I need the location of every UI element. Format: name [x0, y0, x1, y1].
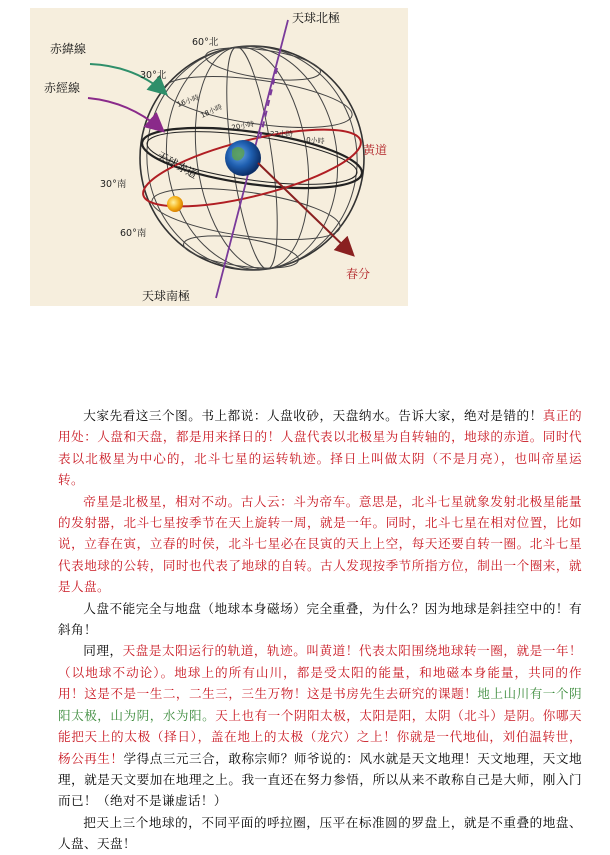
- p5-seg-0: 把天上三个地球的，不同平面的呼拉圈，压平在标准圆的罗盘上，就是不重叠的地盘、人盘、天盘！: [58, 814, 582, 852]
- lat30n-label: 30°北: [140, 70, 167, 81]
- right-ascension-label: 赤經線: [44, 81, 81, 95]
- hour0-label: 0小時: [305, 136, 325, 146]
- hour20-label: 20小時: [230, 120, 255, 132]
- paragraph-5: [58, 812, 582, 855]
- ecliptic-label: 黃道: [363, 143, 388, 157]
- p3-seg-0: 人盘不能完全与地盘（地球本身磁场）完全重叠，为什么？因为地球是斜挂空中的！有斜角！: [58, 600, 582, 638]
- hour22-label: 22小時: [270, 130, 293, 138]
- hour16-label: 16小時: [175, 93, 201, 109]
- celestial-sphere-figure: [30, 8, 408, 306]
- hour18-label: 18小時: [199, 102, 224, 120]
- p4-seg-4: 学得点三元三合，敢称宗师？师爷说的：风水就是天文地理！天文地理，天文地理，就是天文要加在地理之上。我一直还在努力参悟，所以从来不敢称自己是大师，刚入门而已！（绝对不是谦虚话！）: [58, 750, 583, 809]
- paragraph-3: [58, 598, 582, 641]
- p1-seg-0: 大家先看这三个图。书上都说：人盘收砂，天盘纳水。告诉大家，绝对是错的！: [83, 408, 543, 423]
- north-pole-label: 天球北極: [292, 11, 341, 25]
- celestial-sphere-diagram: [30, 8, 408, 306]
- p2-seg-0: 帝星是北极星，相对不动。古人云：斗为帝车。意思是，北斗七星就象发射北极星能量的发射器，北斗七星按季节在天上旋转一周，就是一年。同时，北斗七星在相对位置，比如说，立春在寅，立春的时侯，北斗七星必在艮寅的天上上空，每天还要自转一圈。北斗七星代表地球的公转，同时也代表了地球的自转。古人发现按季节所指方位，制出一个圈来，就是人盘。: [58, 493, 582, 595]
- p4-seg-3: 天上也有一个阴阳太极，太阳是阳，太阴（北斗）是阴。你哪天能把天上的太极（择日），盖在地上的太极（龙穴）之上！你就是一代地仙，刘伯温转世，杨公再生！: [58, 707, 582, 766]
- paragraph-2: [58, 491, 582, 598]
- sun: [167, 196, 183, 212]
- p4-seg-0: 同理，: [83, 643, 123, 659]
- article-body: [58, 405, 582, 855]
- p4-seg-2: 地上山川有一个阴阳太极，山为阴，水为阳。: [58, 686, 582, 723]
- equinox-label: 春分: [346, 267, 371, 281]
- p1-seg-1: 真正的用处：人盘和天盘，都是用来择日的！人盘代表以北极星为自转轴的，地球的赤道。同时代表以北极星为中心的，北斗七星的运转轨迹。择日上叫做太阴（不是月亮），也叫帝星运转。: [58, 408, 583, 488]
- lat30s-label: 30°南: [100, 179, 127, 190]
- equinox-arrow: [258, 163, 352, 254]
- earth-globe: [225, 140, 261, 176]
- p4-seg-1: 天盘是太阳运行的轨道，轨迹。叫黄道！代表太阳围绕地球转一圈，就是一年！（以地球不动论）。地球上的所有山川，都是受太阳的能量，和地磁本身能量，共同的作用！这是不是一生二，二生三，三生万物！这是书房先生去研究的课题！: [58, 643, 582, 702]
- paragraph-1: [58, 405, 582, 491]
- lat60s-label: 60°南: [120, 228, 147, 239]
- south-pole-label: 天球南極: [142, 289, 191, 303]
- paragraph-4: [58, 640, 582, 811]
- equator-label: 天球赤道: [154, 149, 200, 182]
- lat60n-label: 60°北: [192, 37, 219, 48]
- declination-label: 赤緯線: [50, 42, 87, 56]
